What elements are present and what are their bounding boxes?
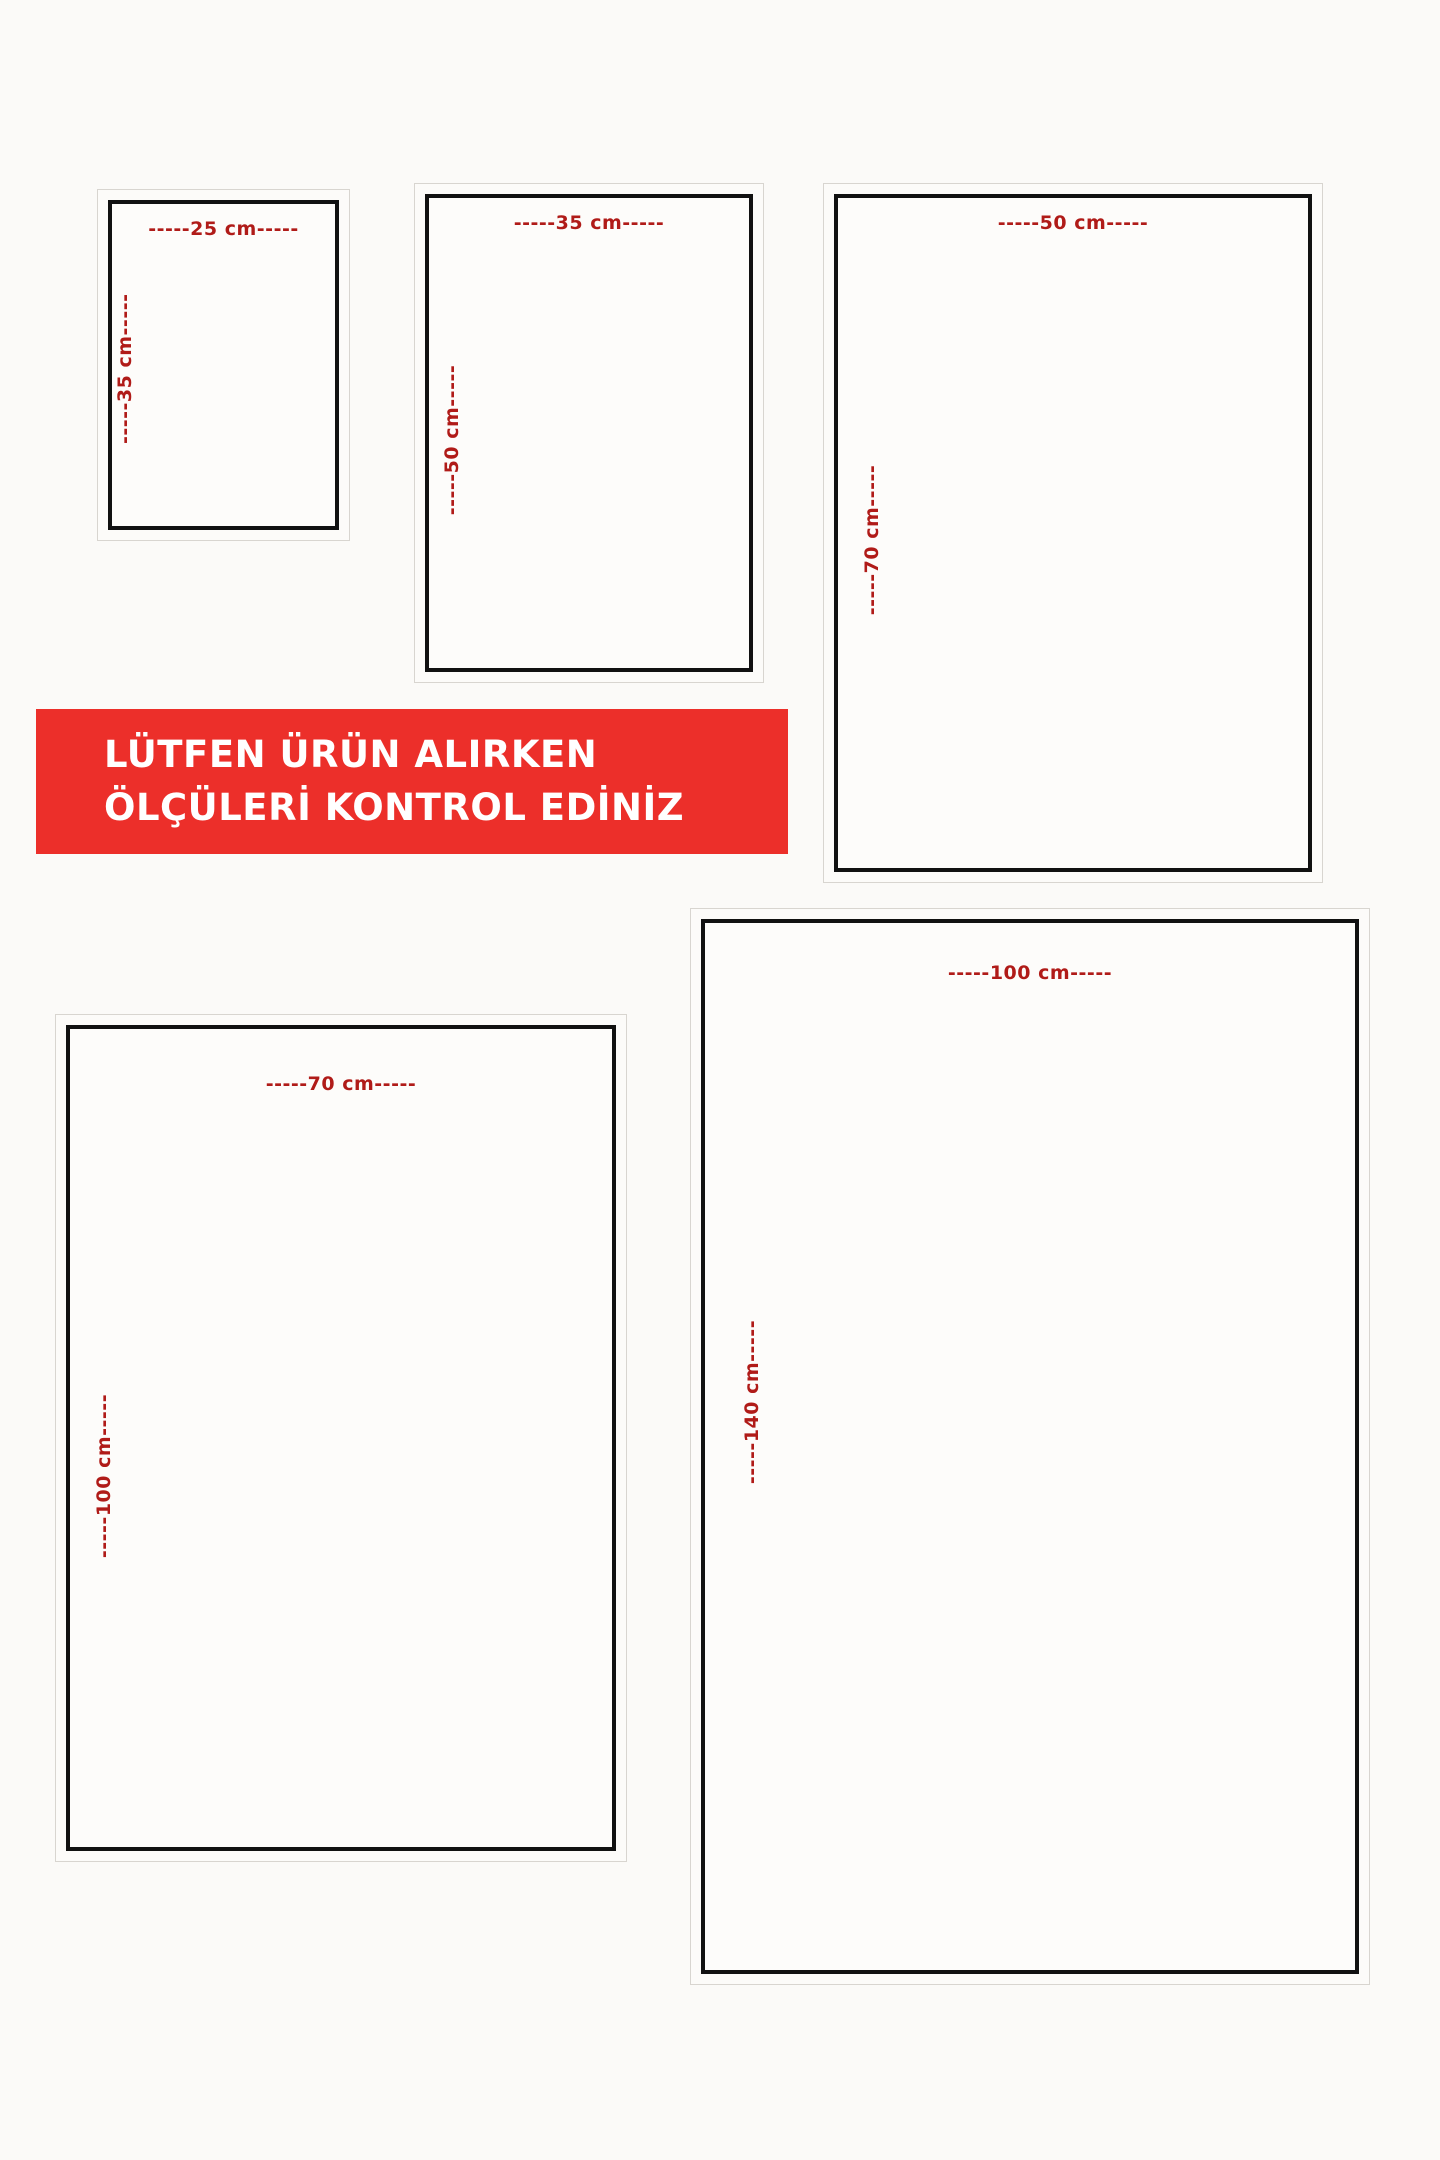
size-frame-inner-35x50 — [425, 194, 753, 672]
dimension-width-100: -----100 cm----- — [947, 962, 1113, 984]
size-frame-inner-50x70 — [834, 194, 1312, 872]
size-card-50x70 — [823, 183, 1323, 883]
warning-line-2: ÖLÇÜLERİ KONTROL EDİNİZ — [104, 785, 685, 829]
dimension-height-35: -----35 cm----- — [114, 293, 136, 444]
dimension-height-70: -----70 cm----- — [861, 464, 883, 616]
size-frame-inner-70x100 — [66, 1025, 616, 1851]
dimension-width-25: -----25 cm----- — [148, 218, 299, 240]
warning-line-1: LÜTFEN ÜRÜN ALIRKEN — [104, 732, 598, 776]
size-card-70x100 — [55, 1014, 627, 1862]
dimension-height-50: -----50 cm----- — [441, 364, 463, 516]
size-frame-inner-25x35 — [108, 200, 339, 530]
dimension-height-140: -----140 cm----- — [741, 1319, 763, 1485]
dimension-width-50: -----50 cm----- — [997, 212, 1149, 234]
size-frame-inner-100x140 — [701, 919, 1359, 1974]
size-card-100x140 — [690, 908, 1370, 1985]
dimension-width-70: -----70 cm----- — [265, 1073, 417, 1095]
dimension-width-35: -----35 cm----- — [513, 212, 665, 234]
size-card-25x35 — [97, 189, 350, 541]
dimension-height-100: -----100 cm----- — [93, 1393, 115, 1559]
warning-banner — [36, 709, 788, 854]
size-card-35x50 — [414, 183, 764, 683]
